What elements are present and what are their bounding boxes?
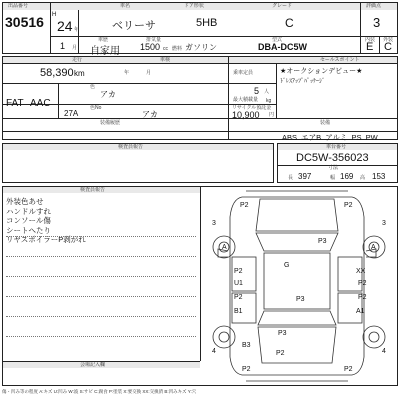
- color-code: 27A: [64, 109, 79, 118]
- recycle-label: リサイクル預託金: [232, 105, 272, 111]
- interior-score: E: [366, 41, 374, 53]
- inspection-year-unit: 年: [124, 70, 130, 76]
- mark-tail-br: P2: [344, 366, 353, 373]
- exterior-score: C: [384, 41, 392, 53]
- door-type: 5HB: [196, 17, 218, 29]
- mark-hood: P3: [318, 238, 327, 245]
- inspector-hdr: 検査員報告: [80, 187, 106, 193]
- lot-number: 30516: [5, 14, 44, 30]
- note-line-3: コンソール傷: [6, 216, 51, 225]
- displacement: 1500: [140, 42, 161, 52]
- interior-label: 内装: [365, 37, 376, 43]
- mark-wheel-fr: A: [371, 244, 376, 251]
- height-label: 高: [360, 175, 366, 181]
- mark-left-front: P2: [234, 268, 243, 275]
- equipment-list: [282, 132, 378, 143]
- recycle-fee: 10,900: [232, 110, 260, 120]
- note-line-2: ハンドルすれ: [6, 206, 51, 216]
- mark-tail-bl: P2: [242, 366, 251, 373]
- era-mark: H: [52, 12, 57, 18]
- mark-right-mid: P2: [358, 280, 367, 287]
- mark-left-mid: U1: [234, 280, 243, 287]
- mark-hatch: P3: [278, 330, 287, 337]
- note-line-1: 外装色あせ: [6, 197, 44, 206]
- transmission: FAT: [6, 98, 24, 109]
- fuel: ガソリン: [185, 43, 217, 52]
- aircon: AAC: [30, 98, 51, 109]
- model-name: ベリーサ: [112, 20, 156, 32]
- note-line-4: シートへたり: [6, 225, 51, 235]
- seats-label: 乗車定員: [233, 70, 254, 76]
- option-line-2: ﾄﾞﾚｽｱｯﾌﾟﾊﾟｯｹｰｼﾞ: [280, 79, 326, 85]
- trim-color: アカ: [142, 110, 158, 119]
- options-hdr: セールスポイント: [320, 57, 360, 63]
- equipment-label: 装備: [320, 120, 331, 126]
- month-unit: 月: [72, 45, 78, 51]
- inspection-label: 車検: [160, 57, 171, 63]
- note-line-5: リヤスポイラーP剥がれ: [6, 235, 86, 244]
- mark-glass: G: [284, 262, 290, 269]
- cc-unit: cc: [163, 46, 168, 52]
- max-load-label: 最大積載量: [233, 97, 259, 103]
- length-value: 397: [298, 172, 312, 181]
- seats-value: 5: [254, 86, 260, 96]
- grade: C: [285, 16, 294, 30]
- footer-text: 傷・凹み等の程度 A:キズ U:凹み W:波 S:サビ C:腐食 P:塗装 X:要交換 XX:交換済 B:凹みキズ Y:穴: [2, 389, 197, 394]
- equipment-abs: ABS: [282, 133, 298, 142]
- mark-right-rear-2: P2: [358, 294, 367, 301]
- equipment-ps: PS: [351, 133, 362, 142]
- car-condition-diagram: [202, 187, 397, 385]
- door-label: ドア形状: [184, 3, 204, 9]
- venue-note-hdr: 会場記入欄: [80, 362, 106, 368]
- mark-corner-br: 4: [382, 348, 386, 355]
- exterior-label: 外装: [383, 37, 394, 43]
- mileage-unit: km: [74, 69, 85, 78]
- make-label: 車名: [120, 3, 131, 9]
- mark-left-rear-2: B1: [234, 308, 243, 315]
- mark-wheel-fl: A: [222, 244, 227, 251]
- mileage-value: 58,390: [40, 67, 74, 79]
- usage-label: 車歴: [98, 37, 109, 43]
- equipment-pw: PW: [365, 133, 378, 142]
- cc-label: 排気量: [146, 37, 162, 43]
- mark-corner-tr: 3: [382, 220, 386, 227]
- model-month: 1: [60, 41, 66, 51]
- color-code-label: 色No: [90, 105, 102, 111]
- width-value: 169: [340, 172, 354, 181]
- fuel-label: 燃料: [172, 46, 183, 52]
- recycle-unit: 円: [269, 112, 275, 118]
- model-code-label: 型式: [272, 37, 283, 43]
- length-label: 長: [288, 175, 294, 181]
- inspection-month-unit: 月: [146, 70, 152, 76]
- grade-label: グレード: [272, 3, 293, 9]
- overall-score: 3: [373, 15, 381, 30]
- seats-unit: 人: [264, 89, 270, 95]
- score-label: 評価点: [366, 3, 382, 9]
- capacity-unit: kg: [266, 98, 272, 104]
- lot-label: 出品番号: [8, 3, 29, 9]
- model-year: 24: [57, 18, 73, 34]
- color: アカ: [100, 90, 116, 99]
- history-label: 装備履歴: [100, 120, 121, 126]
- height-value: 153: [372, 172, 386, 181]
- equipment-airbag: エアB: [301, 133, 322, 142]
- mark-corner-tl: 3: [212, 220, 216, 227]
- year-unit: 年: [74, 27, 80, 33]
- mark-right-rear: A1: [356, 308, 365, 315]
- mark-rear-bumper: B3: [242, 342, 251, 349]
- mark-front-bumper: P2: [240, 202, 249, 209]
- color-label: 色: [90, 84, 96, 90]
- model-code: DBA-DC5W: [258, 42, 307, 52]
- mark-front-right: P2: [344, 202, 353, 209]
- mark-left-rear: P2: [234, 294, 243, 301]
- equipment-alloy: アルミ: [325, 133, 348, 142]
- notes-hdr: 検査員報告: [118, 144, 144, 150]
- mark-roof: P3: [296, 296, 305, 303]
- chassis-label: 車台番号: [326, 144, 347, 150]
- inspector-notes: [6, 197, 86, 245]
- chassis-number: DC5W-356023: [296, 152, 369, 164]
- option-line-1: ★オークションデビュー★: [280, 68, 363, 75]
- mark-corner-bl: 4: [212, 348, 216, 355]
- mark-right-front: XX: [356, 268, 366, 275]
- mileage-label: 走行: [72, 57, 83, 63]
- width-label: 幅: [330, 175, 336, 181]
- usage: 自家用: [90, 46, 120, 57]
- size-label: 寸法: [328, 165, 339, 171]
- mark-tail-l: P2: [276, 350, 285, 357]
